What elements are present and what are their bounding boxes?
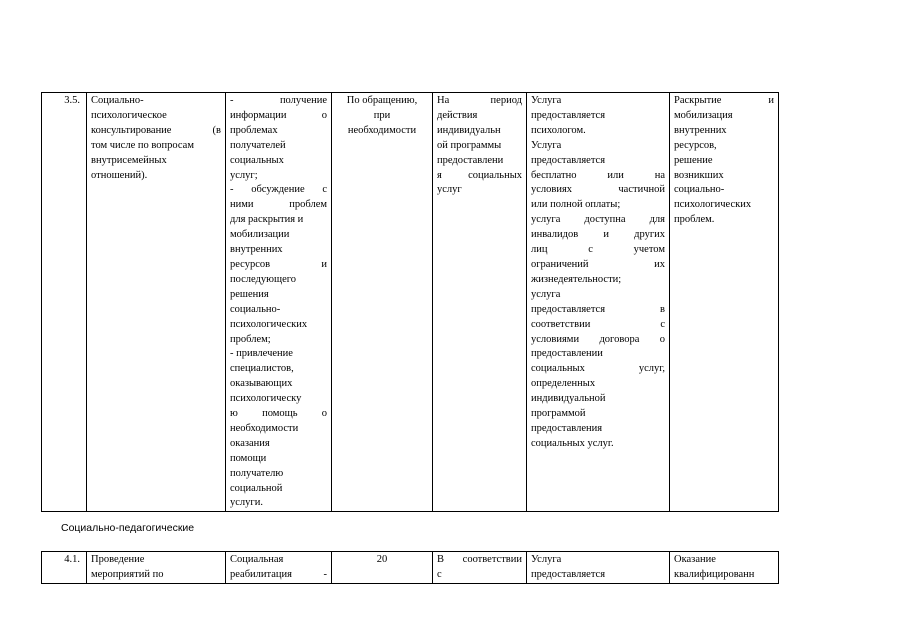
cell-line: В соответствии	[437, 554, 522, 565]
cell-line: психологических	[674, 199, 752, 211]
cell-line: последующего	[230, 273, 297, 285]
cell-line: решение	[674, 154, 713, 166]
cell-line: социально-	[230, 303, 281, 315]
cell-line: предоставлении	[531, 348, 603, 360]
cell-line: - получение	[230, 95, 327, 106]
cell-line: услуг;	[230, 169, 258, 181]
cell-line: действия	[437, 109, 478, 121]
table-row	[42, 93, 779, 512]
cell-line: Услуга	[531, 554, 562, 565]
cell-line: - привлечение	[230, 348, 293, 360]
cell-line: определенных	[531, 378, 596, 390]
cell-line: социальных услуг.	[531, 437, 614, 449]
table-row	[42, 552, 779, 584]
cell-line: мобилизации	[230, 229, 290, 241]
cell-line: социальных	[230, 154, 284, 166]
cell-line: решения	[230, 288, 269, 300]
cell-line: проблем.	[674, 214, 715, 226]
cell-line: условиях частичной	[531, 184, 665, 196]
cell-line: индивидуальной	[531, 393, 606, 405]
cell-line: бесплатно или на	[531, 169, 665, 181]
cell-line: предоставления	[531, 422, 603, 434]
service-result	[670, 93, 779, 512]
cell-line: помощи	[230, 452, 267, 464]
service-term	[433, 552, 527, 584]
cell-line: Раскрытие и	[674, 95, 774, 106]
cell-line: соответствии с	[531, 318, 665, 330]
cell-line: необходимости	[347, 124, 417, 136]
cell-line: проблемах	[230, 124, 278, 136]
service-volume	[332, 552, 433, 584]
cell-line: предоставляется	[531, 568, 606, 580]
cell-line: Социальная	[230, 554, 284, 565]
cell-line: оказания	[230, 437, 270, 449]
cell-line: внутренних	[674, 124, 727, 136]
cell-line: ними проблем	[230, 199, 327, 211]
service-name	[87, 552, 226, 584]
cell-line: консультирование (в	[91, 124, 221, 136]
cell-line: Услуга	[531, 139, 562, 151]
cell-line: внутренних	[230, 244, 283, 256]
cell-line: предоставлени	[437, 154, 504, 166]
cell-line: Услуга	[531, 95, 562, 106]
service-content	[226, 93, 332, 512]
service-conditions	[527, 552, 670, 584]
cell-line: ресурсов и	[230, 258, 327, 270]
cell-line: я социальных	[437, 169, 522, 181]
service-number: 4.1.	[42, 552, 87, 584]
cell-line: проблем;	[230, 333, 271, 345]
cell-line: необходимости	[230, 422, 299, 434]
cell-line: психологическу	[230, 393, 302, 405]
cell-line: специалистов,	[230, 363, 294, 375]
cell-line: мероприятий по	[91, 568, 164, 580]
cell-line: ограничений их	[531, 258, 665, 270]
cell-line: Проведение	[91, 554, 145, 565]
cell-line: 20	[376, 554, 388, 565]
cell-line: ю помощь о	[230, 408, 327, 420]
cell-line: отношений).	[91, 169, 148, 181]
service-result	[670, 552, 779, 584]
cell-line: услуга	[531, 288, 561, 300]
cell-line: информации о	[230, 109, 327, 121]
cell-line: - обсуждение с	[230, 184, 327, 196]
cell-line: возникших	[674, 169, 724, 181]
section-title: Социально-педагогические	[61, 522, 195, 534]
cell-line: условиями договора о	[531, 333, 665, 345]
cell-line: реабилитация -	[230, 568, 327, 580]
cell-line: На период	[437, 95, 522, 106]
services-table-psychological	[41, 92, 779, 512]
cell-line: мобилизация	[674, 109, 733, 121]
service-term	[433, 93, 527, 512]
service-volume	[332, 93, 433, 512]
cell-line: предоставляется	[531, 154, 606, 166]
cell-line: или полной оплаты;	[531, 199, 621, 211]
cell-line: Социально-	[91, 95, 144, 106]
cell-line: социальной	[230, 482, 283, 494]
cell-line: социально-	[674, 184, 725, 196]
services-table-pedagogical	[41, 551, 779, 584]
cell-line: ресурсов,	[674, 139, 717, 151]
cell-line: Оказание	[674, 554, 716, 565]
cell-line: оказывающих	[230, 378, 293, 390]
cell-line: внутрисемейных	[91, 154, 167, 166]
service-number: 3.5.	[42, 93, 87, 512]
cell-line: индивидуальн	[437, 124, 501, 136]
cell-line: психологическое	[91, 109, 167, 121]
cell-line: инвалидов и других	[531, 229, 665, 241]
cell-line: программой	[531, 408, 586, 420]
cell-line: при	[373, 109, 391, 121]
cell-line: получателю	[230, 467, 284, 479]
cell-line: получателей	[230, 139, 286, 151]
cell-line: ой программы	[437, 139, 502, 151]
cell-line: услуги.	[230, 497, 263, 509]
cell-line: психологических	[230, 318, 308, 330]
cell-line: предоставляется	[531, 109, 606, 121]
cell-line: услуга доступна для	[531, 214, 665, 226]
service-content	[226, 552, 332, 584]
cell-line: психологом.	[531, 124, 586, 136]
service-conditions	[527, 93, 670, 512]
cell-line: квалифицированн	[674, 568, 755, 580]
cell-line: для раскрытия и	[230, 214, 304, 226]
cell-line: жизнедеятельности;	[531, 273, 622, 285]
cell-line: предоставляется в	[531, 303, 665, 315]
cell-line: лиц с учетом	[531, 244, 665, 256]
cell-line: социальных услуг,	[531, 363, 665, 375]
service-name	[87, 93, 226, 512]
cell-line: По обращению,	[346, 95, 418, 106]
cell-line: том числе по вопросам	[91, 139, 194, 151]
cell-line: услуг	[437, 184, 462, 196]
cell-line: с	[437, 568, 442, 580]
